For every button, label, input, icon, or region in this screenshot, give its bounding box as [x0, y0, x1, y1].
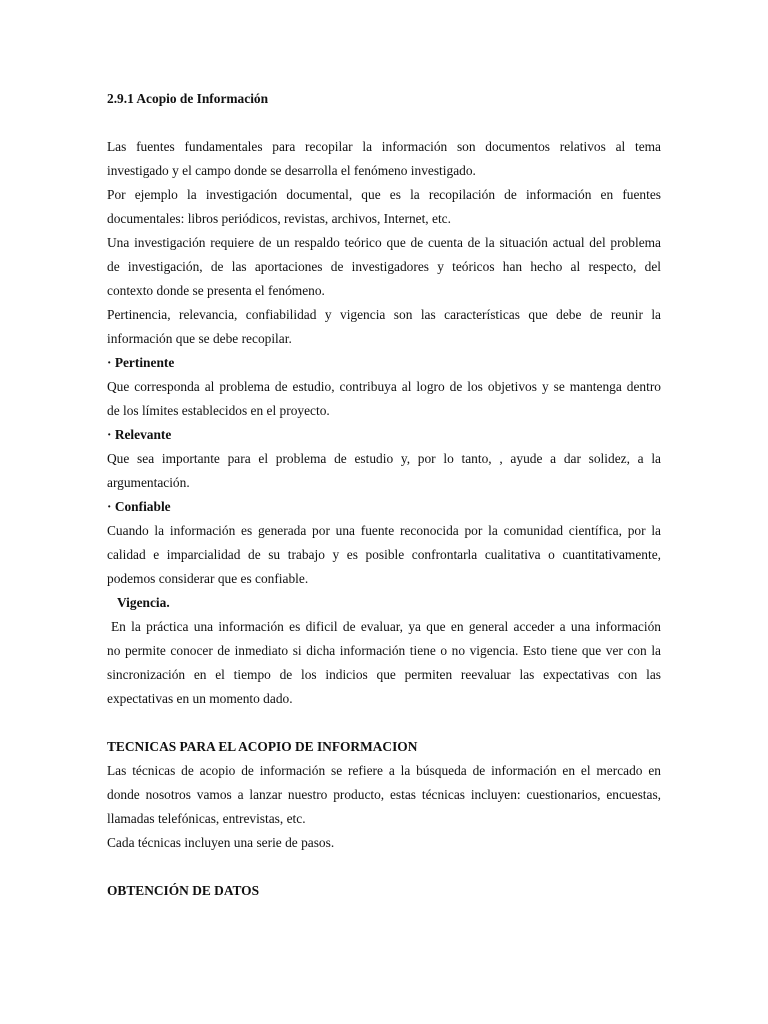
- text-line: de investigación, de las aportaciones de investigadores y teóricos han hecho al respecto, del: [107, 259, 661, 274]
- text-line: documentales: libros periódicos, revistas, archivos, Internet, etc.: [107, 211, 451, 226]
- spacer: [107, 111, 661, 135]
- section-heading-obtencion: OBTENCIÓN DE DATOS: [107, 883, 260, 898]
- paragraph-caracteristicas: [107, 303, 661, 351]
- bullet-heading-confiable: · Confiable: [107, 499, 171, 514]
- text-line: no permite conocer de inmediato si dicha información tiene o no vigencia. Esto tiene que ver con la: [107, 643, 661, 658]
- text-line: Cuando la información es generada por una fuente reconocida por la comunidad científica, por la: [107, 523, 661, 538]
- text-line: sincronización en el tiempo de los indicios que permiten reevaluar las expectativas con las: [107, 667, 661, 682]
- relevante-block: [107, 423, 661, 495]
- pertinente-block: [107, 351, 661, 423]
- vigencia-block: [107, 591, 661, 711]
- confiable-block: [107, 495, 661, 591]
- section-heading-tecnicas: TECNICAS PARA EL ACOPIO DE INFORMACION: [107, 739, 418, 754]
- text-line: Que corresponda al problema de estudio, contribuya al logro de los objetivos y se mantenga dentro: [107, 379, 661, 394]
- text-line: Una investigación requiere de un respaldo teórico que de cuenta de la situación actual del problema: [107, 235, 661, 250]
- text-line: Por ejemplo la investigación documental, que es la recopilación de información en fuentes: [107, 187, 661, 202]
- section-heading: 2.9.1 Acopio de Información: [107, 91, 269, 106]
- text-line: expectativas en un momento dado.: [107, 691, 293, 706]
- text-line: contexto donde se presenta el fenómeno.: [107, 283, 325, 298]
- paragraph-ejemplo: [107, 183, 661, 231]
- spacer: [107, 711, 661, 735]
- tecnicas-block: [107, 735, 661, 855]
- text-line: Pertinencia, relevancia, confiabilidad y vigencia son las características que debe de reunir la: [107, 307, 661, 322]
- spacer: [107, 855, 661, 879]
- text-line: Que sea importante para el problema de estudio y, por lo tanto, , ayude a dar solidez, a la: [107, 451, 661, 466]
- text-line: información que se debe recopilar.: [107, 331, 292, 346]
- paragraph-fuentes: [107, 135, 661, 183]
- text-line: En la práctica una información es dificil de evaluar, ya que en general acceder a una información: [111, 619, 661, 634]
- bullet-heading-relevante: · Relevante: [107, 427, 172, 442]
- text-line: podemos considerar que es confiable.: [107, 571, 309, 586]
- bullet-heading-pertinente: · Pertinente: [107, 355, 175, 370]
- text-line: Las fuentes fundamentales para recopilar la información son documentos relativos al tema: [107, 139, 661, 154]
- text-line: Cada técnicas incluyen una serie de pasos.: [107, 835, 335, 850]
- text-line: Las técnicas de acopio de información se refiere a la búsqueda de información en el mercado en: [107, 763, 661, 778]
- text-line: de los límites establecidos en el proyecto.: [107, 403, 330, 418]
- text-line: calidad e imparcialidad de su trabajo y es posible confrontarla cualitativa o cuantitativamente,: [107, 547, 661, 562]
- paragraph-respaldo: [107, 231, 661, 303]
- bullet-heading-vigencia: Vigencia.: [117, 595, 170, 610]
- text-line: investigado y el campo donde se desarrolla el fenómeno investigado.: [107, 163, 476, 178]
- text-line: donde nosotros vamos a lanzar nuestro producto, estas técnicas incluyen: cuestionarios, encuestas,: [107, 787, 661, 802]
- text-line: llamadas telefónicas, entrevistas, etc.: [107, 811, 306, 826]
- text-line: argumentación.: [107, 475, 190, 490]
